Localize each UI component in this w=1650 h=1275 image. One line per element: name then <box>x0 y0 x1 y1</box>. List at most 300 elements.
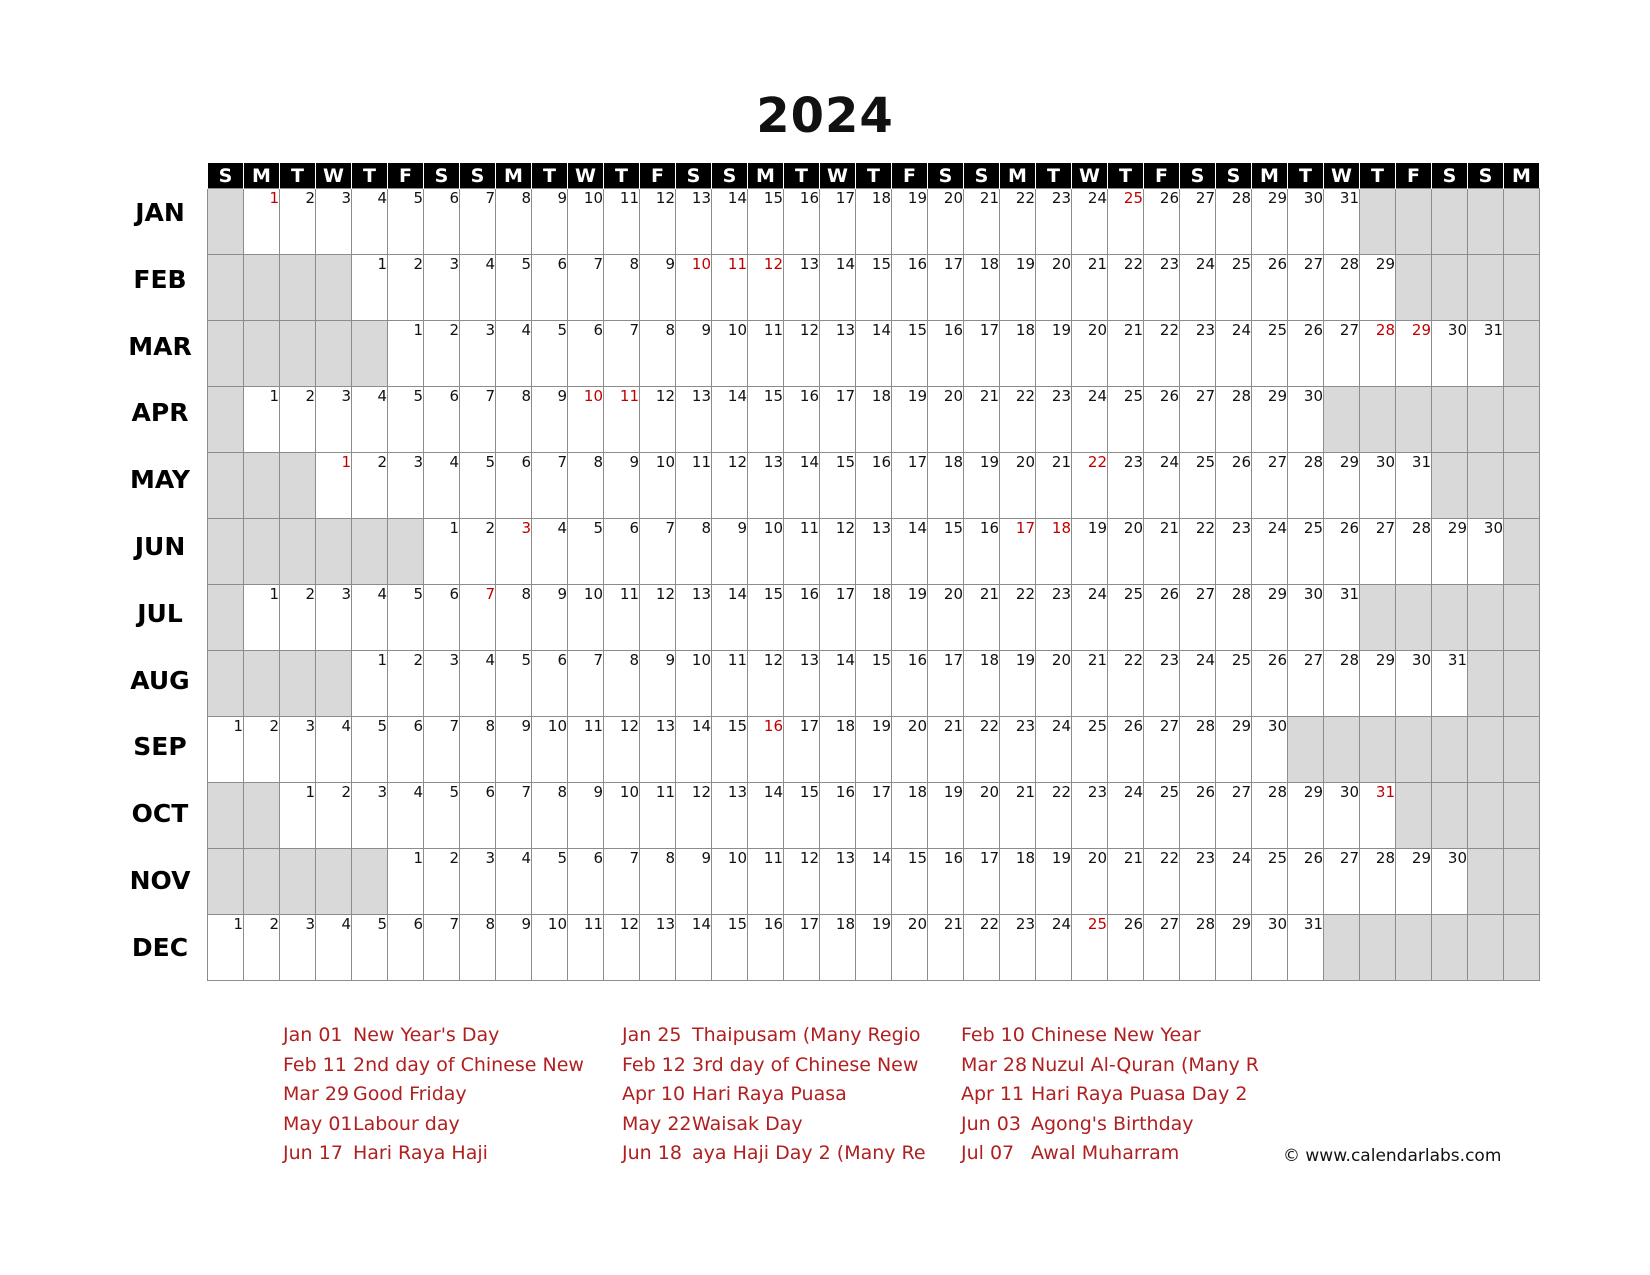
day-cell: 17 <box>820 387 856 453</box>
empty-cell <box>244 453 280 519</box>
weekday-header-cell: S <box>424 163 460 189</box>
day-cell: 10 <box>748 519 784 585</box>
holiday-name: Chinese New Year <box>1031 1024 1201 1046</box>
day-cell: 12 <box>748 255 784 321</box>
day-cell: 26 <box>1108 915 1144 981</box>
month-label-sep: SEP <box>133 732 187 762</box>
month-row-apr <box>208 387 1540 453</box>
day-cell: 13 <box>748 453 784 519</box>
day-cell: 6 <box>424 585 460 651</box>
day-cell: 30 <box>1288 387 1324 453</box>
day-cell: 31 <box>1288 915 1324 981</box>
day-cell: 28 <box>1396 519 1432 585</box>
holiday-date: Apr 11 <box>961 1083 1025 1105</box>
day-cell: 29 <box>1432 519 1468 585</box>
empty-cell <box>1324 387 1360 453</box>
day-cell: 16 <box>892 651 928 717</box>
day-cell: 29 <box>1360 651 1396 717</box>
weekday-header-cell: S <box>964 163 1000 189</box>
day-cell: 5 <box>496 255 532 321</box>
day-cell: 5 <box>496 651 532 717</box>
day-cell: 17 <box>784 915 820 981</box>
month-row-feb <box>208 255 1540 321</box>
weekday-header-row <box>208 163 1540 189</box>
day-cell: 29 <box>1252 189 1288 255</box>
day-cell: 16 <box>784 387 820 453</box>
month-label-apr: APR <box>131 398 189 428</box>
day-cell: 28 <box>1180 915 1216 981</box>
day-cell: 18 <box>964 651 1000 717</box>
weekday-header-cell: F <box>1396 163 1432 189</box>
day-cell: 22 <box>1144 321 1180 387</box>
holiday-date: May 01 <box>283 1112 353 1135</box>
day-cell: 18 <box>856 189 892 255</box>
empty-cell <box>1360 189 1396 255</box>
day-cell: 10 <box>712 849 748 915</box>
day-cell: 23 <box>1036 585 1072 651</box>
day-cell: 26 <box>1216 453 1252 519</box>
day-cell: 29 <box>1360 255 1396 321</box>
day-cell: 28 <box>1216 585 1252 651</box>
day-cell: 8 <box>604 255 640 321</box>
day-cell: 2 <box>244 915 280 981</box>
day-cell: 22 <box>1108 651 1144 717</box>
day-cell: 7 <box>424 717 460 783</box>
day-cell: 2 <box>352 453 388 519</box>
day-cell: 30 <box>1360 453 1396 519</box>
day-cell: 23 <box>1108 453 1144 519</box>
day-cell: 16 <box>784 585 820 651</box>
holiday-entry <box>283 1113 563 1143</box>
day-cell: 14 <box>676 915 712 981</box>
day-cell: 22 <box>1108 255 1144 321</box>
day-cell: 15 <box>892 849 928 915</box>
day-cell: 3 <box>460 849 496 915</box>
day-cell: 21 <box>928 915 964 981</box>
day-cell: 7 <box>568 255 604 321</box>
day-cell: 3 <box>388 453 424 519</box>
holiday-column-3 <box>961 1024 1259 1172</box>
empty-cell <box>1432 783 1468 849</box>
day-cell: 17 <box>928 651 964 717</box>
empty-cell <box>1396 189 1432 255</box>
holiday-date: Jan 25 <box>622 1024 682 1046</box>
day-cell: 9 <box>604 453 640 519</box>
empty-cell <box>244 783 280 849</box>
day-cell: 11 <box>640 783 676 849</box>
day-cell: 9 <box>496 717 532 783</box>
empty-cell <box>352 321 388 387</box>
day-cell: 19 <box>1036 849 1072 915</box>
day-cell: 28 <box>1360 849 1396 915</box>
holiday-column-1 <box>283 1024 584 1172</box>
day-cell: 22 <box>1036 783 1072 849</box>
holiday-entry <box>283 1083 563 1113</box>
day-cell: 25 <box>1288 519 1324 585</box>
day-cell: 29 <box>1396 321 1432 387</box>
day-cell: 22 <box>1180 519 1216 585</box>
day-cell: 9 <box>568 783 604 849</box>
holiday-date: Jun 17 <box>283 1142 343 1164</box>
day-cell: 21 <box>1108 849 1144 915</box>
weekday-header-cell: T <box>532 163 568 189</box>
day-cell: 26 <box>1288 321 1324 387</box>
day-cell: 17 <box>964 849 1000 915</box>
day-cell: 1 <box>208 717 244 783</box>
weekday-header-cell: T <box>280 163 316 189</box>
empty-cell <box>280 849 316 915</box>
empty-cell <box>1468 915 1504 981</box>
day-cell: 19 <box>1036 321 1072 387</box>
day-cell: 10 <box>568 585 604 651</box>
day-cell: 1 <box>388 849 424 915</box>
day-cell: 8 <box>676 519 712 585</box>
day-cell: 24 <box>1180 651 1216 717</box>
holiday-name: Good Friday <box>353 1083 467 1105</box>
day-cell: 30 <box>1252 717 1288 783</box>
day-cell: 12 <box>640 585 676 651</box>
day-cell: 4 <box>532 519 568 585</box>
credit-text[interactable]: © www.calendarlabs.com <box>1283 1146 1502 1166</box>
empty-cell <box>1468 255 1504 321</box>
weekday-header-cell: T <box>1036 163 1072 189</box>
month-label-oct: OCT <box>131 799 189 829</box>
day-cell: 4 <box>460 255 496 321</box>
day-cell: 16 <box>784 189 820 255</box>
day-cell: 6 <box>532 255 568 321</box>
holiday-name: New Year's Day <box>353 1024 500 1046</box>
day-cell: 17 <box>820 189 856 255</box>
weekday-header-cell: S <box>1216 163 1252 189</box>
day-cell: 9 <box>640 255 676 321</box>
calendar-grid-wrap <box>207 163 1540 981</box>
day-cell: 20 <box>928 585 964 651</box>
day-cell: 7 <box>604 849 640 915</box>
day-cell: 25 <box>1252 849 1288 915</box>
holiday-date: Jun 03 <box>961 1112 1021 1135</box>
day-cell: 10 <box>568 387 604 453</box>
empty-cell <box>1468 717 1504 783</box>
day-cell: 1 <box>352 651 388 717</box>
day-cell: 2 <box>316 783 352 849</box>
empty-cell <box>1468 651 1504 717</box>
holiday-name: Hari Raya Puasa Day 2 <box>1031 1083 1248 1105</box>
empty-cell <box>1396 585 1432 651</box>
empty-cell <box>1324 717 1360 783</box>
weekday-header-cell: T <box>604 163 640 189</box>
day-cell: 27 <box>1324 321 1360 387</box>
empty-cell <box>316 321 352 387</box>
day-cell: 10 <box>640 453 676 519</box>
day-cell: 27 <box>1180 189 1216 255</box>
day-cell: 11 <box>604 189 640 255</box>
day-cell: 31 <box>1324 585 1360 651</box>
day-cell: 10 <box>532 915 568 981</box>
day-cell: 31 <box>1396 453 1432 519</box>
day-cell: 15 <box>856 651 892 717</box>
day-cell: 7 <box>532 453 568 519</box>
month-row-sep <box>208 717 1540 783</box>
day-cell: 13 <box>784 651 820 717</box>
day-cell: 19 <box>964 453 1000 519</box>
empty-cell <box>280 651 316 717</box>
day-cell: 24 <box>1072 585 1108 651</box>
day-cell: 6 <box>388 717 424 783</box>
day-cell: 20 <box>1036 651 1072 717</box>
weekday-header-cell: S <box>676 163 712 189</box>
day-cell: 8 <box>532 783 568 849</box>
empty-cell <box>1288 717 1324 783</box>
day-cell: 22 <box>1072 453 1108 519</box>
day-cell: 26 <box>1288 849 1324 915</box>
holiday-entry <box>961 1024 1241 1054</box>
weekday-header-cell: T <box>784 163 820 189</box>
holiday-entry <box>622 1053 919 1084</box>
day-cell: 14 <box>712 585 748 651</box>
empty-cell <box>1396 717 1432 783</box>
holiday-entry <box>283 1053 584 1084</box>
holiday-entry <box>283 1024 563 1054</box>
day-cell: 10 <box>604 783 640 849</box>
month-labels <box>115 188 205 990</box>
weekday-header-cell: F <box>640 163 676 189</box>
day-cell: 6 <box>424 189 460 255</box>
day-cell: 9 <box>532 585 568 651</box>
day-cell: 19 <box>928 783 964 849</box>
holiday-entry <box>961 1053 1259 1084</box>
empty-cell <box>1504 255 1540 321</box>
day-cell: 13 <box>712 783 748 849</box>
holiday-name: Hari Raya Haji <box>353 1142 488 1164</box>
day-cell: 25 <box>1216 651 1252 717</box>
day-cell: 3 <box>460 321 496 387</box>
day-cell: 13 <box>820 849 856 915</box>
day-cell: 12 <box>604 717 640 783</box>
day-cell: 22 <box>964 717 1000 783</box>
day-cell: 7 <box>640 519 676 585</box>
day-cell: 14 <box>856 321 892 387</box>
day-cell: 13 <box>640 717 676 783</box>
day-cell: 17 <box>964 321 1000 387</box>
day-cell: 23 <box>1180 321 1216 387</box>
holiday-name: Hari Raya Puasa <box>692 1083 847 1105</box>
month-row-nov <box>208 849 1540 915</box>
day-cell: 24 <box>1252 519 1288 585</box>
day-cell: 14 <box>712 387 748 453</box>
month-row-jun <box>208 519 1540 585</box>
day-cell: 21 <box>1072 255 1108 321</box>
empty-cell <box>1504 453 1540 519</box>
day-cell: 15 <box>892 321 928 387</box>
day-cell: 28 <box>1324 255 1360 321</box>
holiday-name: Thaipusam (Many Regio <box>692 1024 921 1046</box>
day-cell: 4 <box>316 915 352 981</box>
day-cell: 18 <box>1000 321 1036 387</box>
day-cell: 6 <box>496 453 532 519</box>
day-cell: 19 <box>1000 651 1036 717</box>
day-cell: 18 <box>820 717 856 783</box>
day-cell: 27 <box>1180 387 1216 453</box>
empty-cell <box>1504 783 1540 849</box>
month-label-dec: DEC <box>131 932 189 962</box>
day-cell: 19 <box>892 387 928 453</box>
day-cell: 13 <box>784 255 820 321</box>
day-cell: 19 <box>856 717 892 783</box>
day-cell: 1 <box>424 519 460 585</box>
day-cell: 10 <box>568 189 604 255</box>
day-cell: 16 <box>820 783 856 849</box>
day-cell: 27 <box>1144 717 1180 783</box>
day-cell: 1 <box>352 255 388 321</box>
day-cell: 30 <box>1324 783 1360 849</box>
holiday-name: Awal Muharram <box>1031 1142 1180 1164</box>
day-cell: 26 <box>1144 585 1180 651</box>
empty-cell <box>1360 915 1396 981</box>
day-cell: 20 <box>1072 321 1108 387</box>
day-cell: 24 <box>1108 783 1144 849</box>
weekday-header-cell: T <box>1108 163 1144 189</box>
day-cell: 19 <box>1072 519 1108 585</box>
day-cell: 28 <box>1360 321 1396 387</box>
day-cell: 4 <box>352 585 388 651</box>
day-cell: 31 <box>1360 783 1396 849</box>
day-cell: 26 <box>1180 783 1216 849</box>
day-cell: 22 <box>964 915 1000 981</box>
empty-cell <box>208 387 244 453</box>
day-cell: 28 <box>1288 453 1324 519</box>
day-cell: 23 <box>1000 717 1036 783</box>
day-cell: 19 <box>892 585 928 651</box>
day-cell: 23 <box>1000 915 1036 981</box>
day-cell: 3 <box>316 189 352 255</box>
day-cell: 25 <box>1216 255 1252 321</box>
day-cell: 20 <box>1108 519 1144 585</box>
empty-cell <box>1360 585 1396 651</box>
day-cell: 11 <box>712 255 748 321</box>
weekday-header-cell: S <box>1432 163 1468 189</box>
day-cell: 30 <box>1288 189 1324 255</box>
month-label-feb: FEB <box>133 264 187 294</box>
month-label-mar: MAR <box>128 331 192 361</box>
day-cell: 9 <box>640 651 676 717</box>
empty-cell <box>244 519 280 585</box>
empty-cell <box>1432 453 1468 519</box>
day-cell: 15 <box>820 453 856 519</box>
day-cell: 12 <box>604 915 640 981</box>
day-cell: 18 <box>820 915 856 981</box>
day-cell: 9 <box>712 519 748 585</box>
day-cell: 14 <box>892 519 928 585</box>
holiday-date: Mar 28 <box>961 1053 1028 1076</box>
day-cell: 2 <box>280 585 316 651</box>
day-cell: 5 <box>388 585 424 651</box>
day-cell: 20 <box>892 915 928 981</box>
empty-cell <box>1504 915 1540 981</box>
weekday-header-cell: T <box>352 163 388 189</box>
day-cell: 18 <box>892 783 928 849</box>
empty-cell <box>1468 585 1504 651</box>
day-cell: 23 <box>1144 651 1180 717</box>
weekday-header-cell: T <box>856 163 892 189</box>
month-label-jun: JUN <box>134 531 186 561</box>
day-cell: 6 <box>388 915 424 981</box>
day-cell: 24 <box>1036 717 1072 783</box>
month-row-mar <box>208 321 1540 387</box>
day-cell: 6 <box>568 321 604 387</box>
empty-cell <box>316 519 352 585</box>
day-cell: 2 <box>280 189 316 255</box>
empty-cell <box>208 255 244 321</box>
day-cell: 8 <box>460 717 496 783</box>
day-cell: 2 <box>460 519 496 585</box>
empty-cell <box>208 651 244 717</box>
day-cell: 25 <box>1108 189 1144 255</box>
day-cell: 5 <box>532 849 568 915</box>
day-cell: 17 <box>784 717 820 783</box>
empty-cell <box>1360 387 1396 453</box>
day-cell: 11 <box>568 915 604 981</box>
holiday-entry <box>961 1083 1248 1113</box>
empty-cell <box>1504 717 1540 783</box>
empty-cell <box>280 453 316 519</box>
day-cell: 21 <box>964 387 1000 453</box>
day-cell: 19 <box>1000 255 1036 321</box>
day-cell: 26 <box>1324 519 1360 585</box>
empty-cell <box>208 849 244 915</box>
empty-cell <box>244 849 280 915</box>
calendar-year-title: 2024 <box>756 88 894 144</box>
day-cell: 12 <box>712 453 748 519</box>
day-cell: 21 <box>964 585 1000 651</box>
day-cell: 29 <box>1396 849 1432 915</box>
day-cell: 5 <box>388 387 424 453</box>
day-cell: 2 <box>244 717 280 783</box>
month-row-jan <box>208 189 1540 255</box>
day-cell: 12 <box>784 849 820 915</box>
day-cell: 5 <box>388 189 424 255</box>
empty-cell <box>1396 255 1432 321</box>
holiday-date: Jan 01 <box>283 1024 343 1046</box>
day-cell: 23 <box>1036 189 1072 255</box>
day-cell: 7 <box>496 783 532 849</box>
day-cell: 3 <box>316 387 352 453</box>
day-cell: 16 <box>928 849 964 915</box>
day-cell: 3 <box>424 651 460 717</box>
day-cell: 1 <box>280 783 316 849</box>
day-cell: 25 <box>1072 717 1108 783</box>
month-label-may: MAY <box>130 465 190 495</box>
day-cell: 4 <box>424 453 460 519</box>
holiday-entry <box>622 1083 902 1113</box>
day-cell: 29 <box>1216 717 1252 783</box>
day-cell: 3 <box>496 519 532 585</box>
day-cell: 4 <box>352 387 388 453</box>
empty-cell <box>1396 915 1432 981</box>
day-cell: 16 <box>856 453 892 519</box>
day-cell: 18 <box>1000 849 1036 915</box>
weekday-header-cell: T <box>1360 163 1396 189</box>
day-cell: 27 <box>1360 519 1396 585</box>
day-cell: 5 <box>532 321 568 387</box>
day-cell: 20 <box>1072 849 1108 915</box>
day-cell: 26 <box>1144 387 1180 453</box>
day-cell: 15 <box>748 387 784 453</box>
weekday-header-cell: T <box>1288 163 1324 189</box>
day-cell: 8 <box>460 915 496 981</box>
day-cell: 9 <box>676 849 712 915</box>
holiday-column-2 <box>622 1024 926 1172</box>
weekday-header-cell: S <box>1180 163 1216 189</box>
